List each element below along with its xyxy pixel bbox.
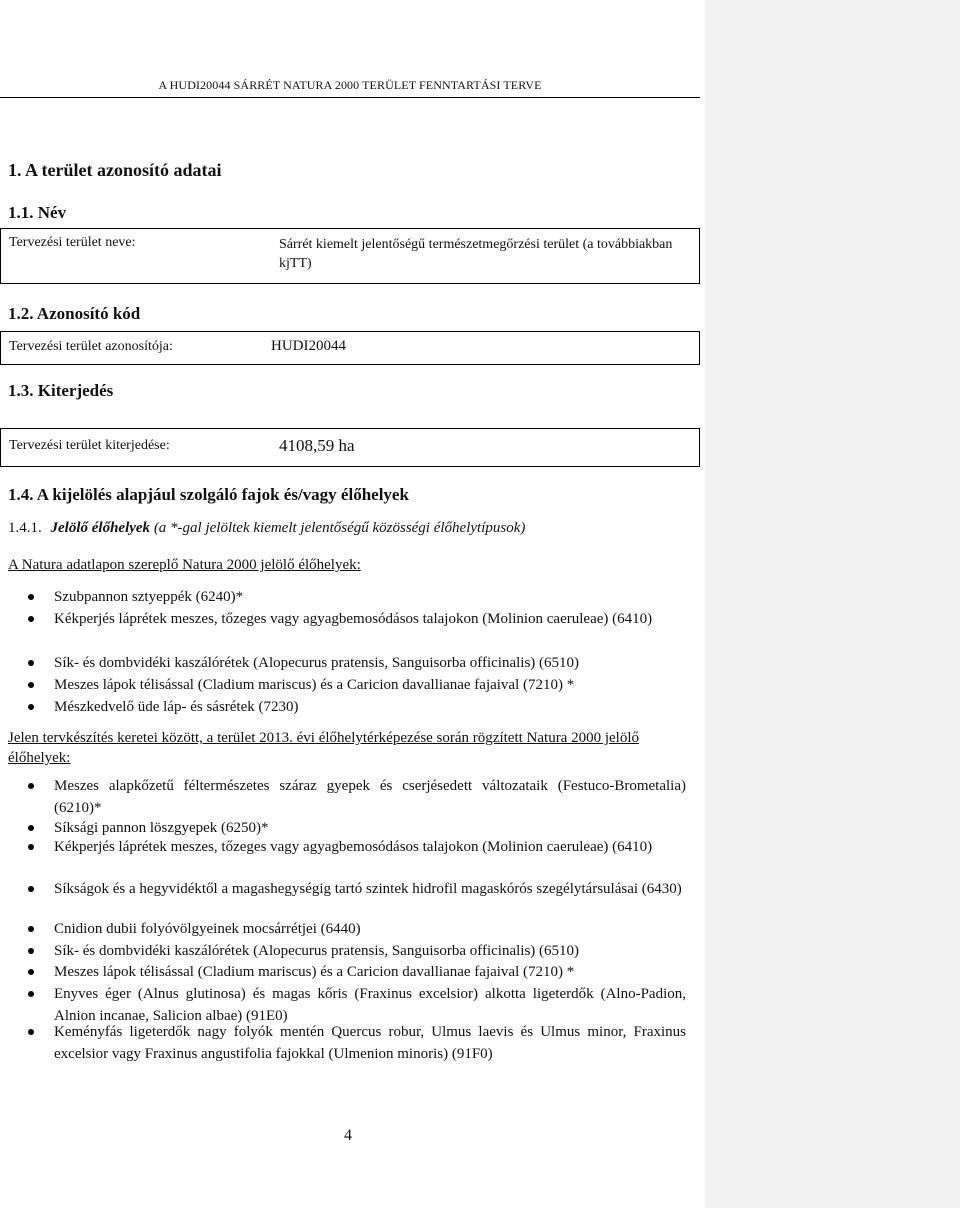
list-item: Cnidion dubii folyóvölgyeinek mocsárrétjei (6440): [54, 918, 686, 940]
name-value: Sárrét kiemelt jelentőségű természetmegőrzési terület (a továbbiakban kjTT): [279, 237, 673, 271]
subsection-name-title: 1.1. Név: [8, 203, 67, 222]
area-label: Tervezési terület kiterjedése:: [9, 438, 170, 453]
bullet-icon: [28, 926, 34, 932]
bullet-icon: [28, 1029, 34, 1035]
list-item: Meszes lápok télisással (Cladium mariscus) és a Caricion davallianae fajaival (7210) *: [54, 674, 686, 696]
list-item: Kékperjés láprétek meszes, tőzeges vagy agyagbemosódásos talajokon (Molinion caeruleae) (6410): [54, 608, 686, 630]
subsubsection-number: 1.4.1.: [8, 520, 42, 536]
subsection-area-title: 1.3. Kiterjedés: [8, 381, 114, 400]
bullet-icon: [28, 704, 34, 710]
list-item: Sík- és dombvidéki kaszálórétek (Alopecurus pratensis, Sanguisorba officinalis) (6510): [54, 940, 686, 962]
subsubsection-title: Jelölő élőhelyek: [50, 520, 151, 536]
list-item: Sík- és dombvidéki kaszálórétek (Alopecurus pratensis, Sanguisorba officinalis) (6510): [54, 652, 686, 674]
subsection-species-title: 1.4. A kijelölés alapjául szolgáló fajok és/vagy élőhelyek: [8, 485, 409, 504]
code-value: HUDI20044: [271, 338, 346, 354]
name-label: Tervezési terület neve:: [9, 235, 136, 250]
list-item: Keményfás ligeterdők nagy folyók mentén Quercus robur, Ulmus laevis és Ulmus minor, Fraxinus excelsior vagy Fraxinus angustifolia fajokkal (Ulmenion minoris) (91F0): [54, 1021, 686, 1065]
area-value: 4108,59 ha: [279, 436, 355, 455]
list2-title: Jelen tervkészítés keretei között, a terület 2013. évi élőhelytérképezése során rögzített Natura 2000 jelölő élőhelyek:: [8, 730, 640, 766]
header-rule: [0, 97, 700, 98]
code-table: [0, 331, 700, 365]
section-title: 1. A terület azonosító adatai: [8, 160, 222, 180]
list-item: Kékperjés láprétek meszes, tőzeges vagy agyagbemosódásos talajokon (Molinion caeruleae) (6410): [54, 836, 686, 858]
list-item: Meszes lápok télisással (Cladium mariscus) és a Caricion davallianae fajaival (7210) *: [54, 961, 686, 983]
bullet-icon: [28, 783, 34, 789]
bullet-icon: [28, 682, 34, 688]
list-item: Síkságok és a hegyvidéktől a magashegységig tartó szintek hidrofil magaskórós szegélytársulásai (6430): [54, 878, 686, 900]
bullet-icon: [28, 844, 34, 850]
list-item: Mészkedvelő üde láp- és sásrétek (7230): [54, 696, 686, 718]
name-table: [0, 228, 700, 284]
bullet-icon: [28, 969, 34, 975]
bullet-icon: [28, 948, 34, 954]
bullet-icon: [28, 886, 34, 892]
bullet-icon: [28, 594, 34, 600]
code-label: Tervezési terület azonosítója:: [9, 339, 173, 354]
bullet-icon: [28, 616, 34, 622]
list1-title: A Natura adatlapon szereplő Natura 2000 jelölő élőhelyek:: [8, 557, 361, 573]
page-number: 4: [344, 1127, 352, 1144]
subsubsection-subtitle: (a *-gal jelöltek kiemelt jelentőségű közösségi élőhelytípusok): [153, 520, 526, 536]
bullet-icon: [28, 660, 34, 666]
right-margin-panel: [705, 0, 960, 1208]
subsubsection-habitats: [8, 520, 698, 537]
list-item: Meszes alapkőzetű féltermészetes száraz gyepek és cserjésedett változataik (Festuco-Brometalia) (6210)*: [54, 775, 686, 819]
subsection-code-title: 1.2. Azonosító kód: [8, 304, 141, 323]
area-table: [0, 428, 700, 467]
list-item: Enyves éger (Alnus glutinosa) és magas kőris (Fraxinus excelsior) alkotta ligeterdők (Alno-Padion, Alnion incanae, Salicion albae) (91E0): [54, 983, 686, 1027]
running-header: A HUDI20044 SÁRRÉT NATURA 2000 TERÜLET FENNTARTÁSI TERVE: [158, 78, 542, 92]
list-item: Síksági pannon löszgyepek (6250)*: [54, 817, 686, 839]
bullet-icon: [28, 991, 34, 997]
list-item: Szubpannon sztyeppék (6240)*: [54, 586, 686, 608]
bullet-icon: [28, 825, 34, 831]
